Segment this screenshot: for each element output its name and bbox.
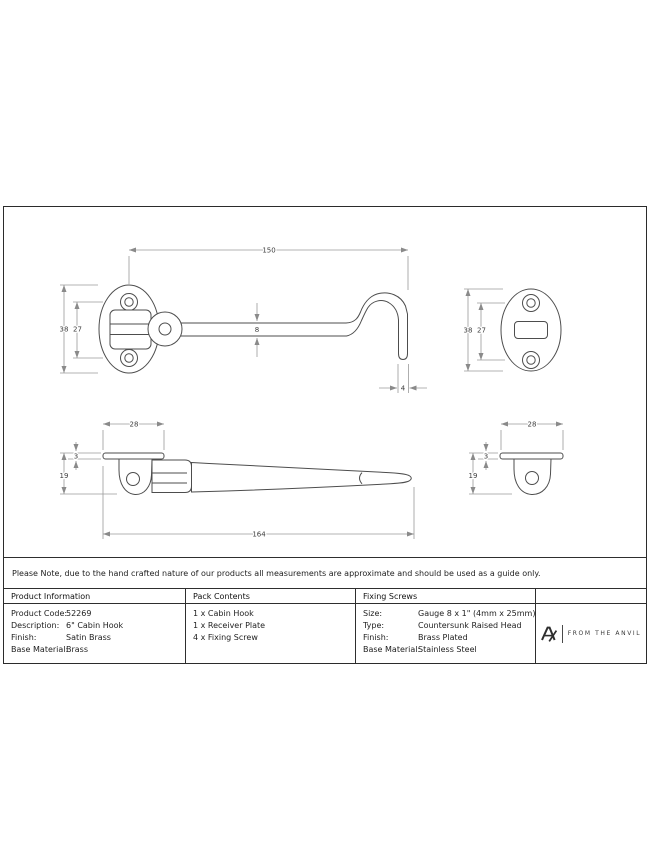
receiver-slot (515, 322, 548, 339)
dim-label-38: 38 (463, 326, 473, 335)
field-label: Base Material: (11, 645, 69, 654)
hook-arm (164, 293, 408, 360)
disclaimer-note (4, 557, 646, 588)
fixing-screws-row (363, 632, 528, 644)
dimension-side-plate-width-28 (103, 421, 164, 451)
pack-contents-item: 4 x Fixing Screw (193, 633, 258, 642)
dim-label-28: 28 (527, 420, 537, 429)
disclaimer-note-text: Please Note, due to the hand crafted nature of our products all measurements are approximate and should be used as a guide only. (12, 568, 541, 578)
product-information-cell (4, 604, 186, 663)
receiver-plate-side-view (469, 421, 563, 495)
side-pivot-hole (127, 473, 140, 486)
field-value: Countersunk Raised Head (418, 621, 522, 630)
dimension-hook-tip-4 (379, 364, 427, 393)
field-value: Brass (66, 645, 89, 654)
brand-name: FROM THE ANVIL (567, 630, 642, 637)
field-label: Product Code: (11, 609, 68, 618)
header-fixing-screws: Fixing Screws (356, 589, 536, 603)
fixing-screws-row (363, 608, 536, 620)
receiver-plate-front-view (464, 289, 561, 371)
fixing-screws-row (363, 620, 528, 632)
field-value: Gauge 8 x 1" (4mm x 25mm) (418, 609, 536, 618)
fixing-screws-cell (356, 604, 536, 663)
dim-label-38: 38 (59, 325, 69, 334)
dimension-side-thickness-3 (68, 442, 101, 470)
dim-label-27: 27 (477, 326, 486, 335)
field-label: Description: (11, 621, 60, 630)
cabin-hook-side-view (60, 421, 414, 540)
table-header-row (4, 588, 646, 603)
header-product-information: Product Information (4, 589, 186, 603)
dim-label-28: 28 (129, 420, 139, 429)
dim-label-4: 4 (400, 384, 406, 393)
product-info-row (11, 608, 178, 620)
dim-label-164: 164 (252, 530, 266, 539)
logo-divider (562, 625, 563, 643)
technical-drawing-svg (4, 207, 645, 557)
product-info-row (11, 632, 178, 644)
dim-label-8: 8 (254, 326, 260, 334)
field-value: Stainless Steel (418, 645, 477, 654)
cabin-hook-front-view (60, 247, 427, 394)
field-label: Finish: (363, 633, 389, 642)
field-label: Finish: (11, 633, 37, 642)
fixing-screws-row (363, 644, 528, 656)
field-value: Satin Brass (66, 633, 111, 642)
pack-contents-item: 1 x Cabin Hook (193, 609, 254, 618)
field-value: 6" Cabin Hook (66, 621, 124, 630)
dim-label-150: 150 (262, 246, 276, 255)
spec-sheet-frame (3, 206, 647, 664)
dim-label-27: 27 (73, 325, 82, 334)
dim-label-19: 19 (59, 472, 69, 480)
dim-label-3: 3 (73, 452, 79, 461)
anvil-a-icon (541, 626, 557, 642)
table-content-row (4, 603, 646, 663)
product-info-row (11, 644, 178, 656)
receiver-side-hole (526, 472, 539, 485)
dimension-length-150 (129, 247, 408, 291)
side-plate (103, 453, 164, 459)
side-bracket (152, 460, 192, 493)
brand-logo (536, 604, 646, 663)
dimension-arm-thickness-8 (255, 303, 259, 357)
dimension-receiver-side-thickness-3 (478, 442, 498, 470)
technical-drawing-area (4, 207, 646, 557)
receiver-side-plate (500, 453, 563, 459)
brand-cell (536, 604, 646, 663)
field-value: Brass Plated (418, 633, 468, 642)
field-label: Size: (363, 609, 383, 618)
field-value: 52269 (66, 609, 92, 618)
product-info-row (11, 620, 178, 632)
header-logo-spacer (536, 589, 646, 603)
dimension-hole-spacing-27 (73, 302, 103, 358)
pack-contents-cell (186, 604, 356, 663)
header-pack-contents: Pack Contents (186, 589, 356, 603)
dim-label-19: 19 (468, 472, 478, 480)
side-arm (192, 463, 412, 493)
pack-contents-item: 1 x Receiver Plate (193, 621, 266, 630)
field-label: Type: (363, 621, 385, 630)
field-label: Base Material: (363, 645, 421, 654)
pivot-bracket (110, 310, 151, 349)
dim-label-3: 3 (483, 452, 489, 461)
dimension-receiver-side-width-28 (501, 421, 563, 451)
